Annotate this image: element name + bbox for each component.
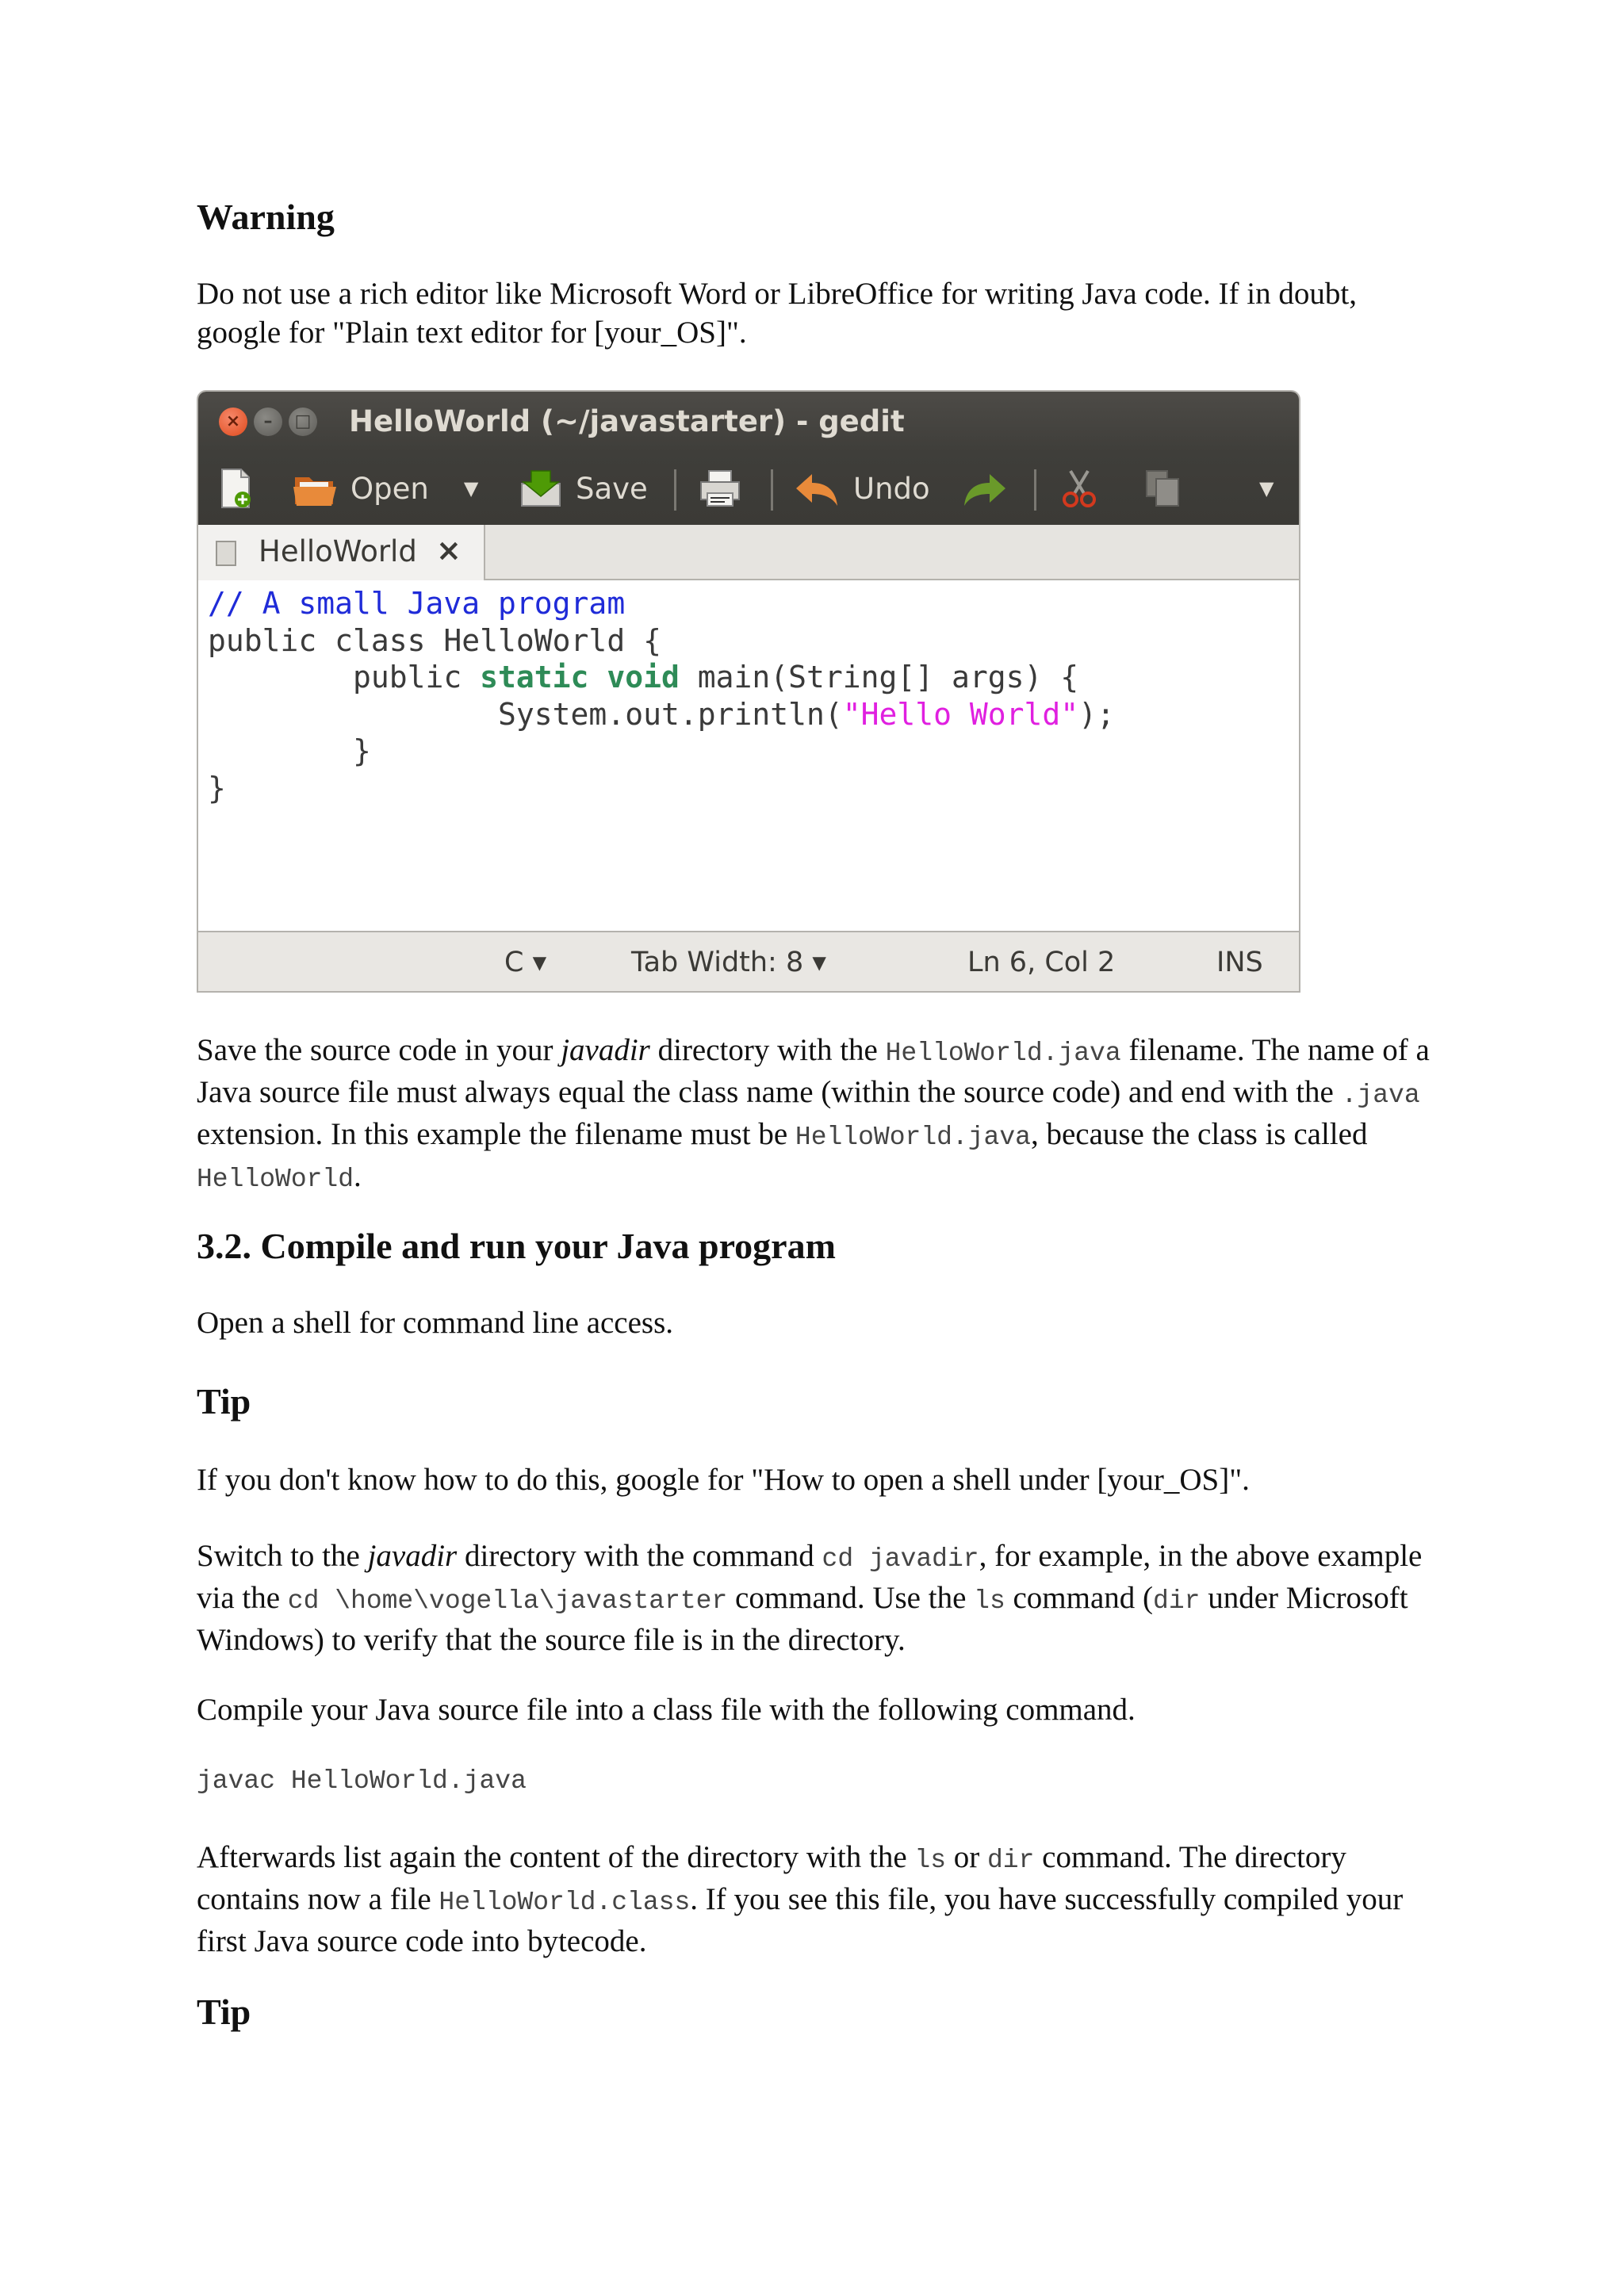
- copy-icon: [1143, 468, 1183, 509]
- text-run: Afterwards list again the content of the directory with the: [197, 1840, 915, 1874]
- code-classname: HelloWorld: [197, 1165, 354, 1194]
- redo-icon: [959, 468, 1009, 509]
- text-run: .: [354, 1159, 362, 1193]
- code-command: ls: [974, 1586, 1005, 1616]
- gedit-screenshot: [197, 390, 1300, 993]
- code-line-2: public class HelloWorld {: [208, 622, 661, 658]
- warning-heading: Warning: [197, 197, 335, 237]
- toolbar-separator: [1034, 469, 1036, 511]
- print-icon: [696, 468, 744, 509]
- warning-text: Do not use a rich editor like Microsoft Word or LibreOffice for writing Java code. If in doubt, google for "Plain text editor for [your_OS]".: [197, 277, 1357, 350]
- redo-button: [959, 466, 1009, 511]
- text-run: or: [946, 1840, 987, 1874]
- tab-helloworld: [198, 525, 485, 580]
- text-run: command. Use the: [727, 1581, 975, 1615]
- new-document-button: [216, 466, 255, 511]
- compile-command: javac HelloWorld.java: [197, 1766, 527, 1796]
- tip-heading: Tip: [197, 1992, 251, 2032]
- copy-button: [1143, 466, 1183, 511]
- cut-button: [1059, 466, 1099, 511]
- code-keyword-static: static: [480, 660, 589, 695]
- save-icon: [517, 468, 565, 509]
- open-dropdown-icon: ▼: [463, 477, 479, 499]
- text-run: filename. The name of a Java source file must always equal the class name (within the source code) and end with the: [197, 1033, 1430, 1109]
- document-icon: [216, 541, 236, 566]
- status-language: C ▾: [504, 947, 547, 978]
- code-filename: HelloWorld.class: [439, 1888, 691, 1917]
- toolbar-overflow-icon: ▼: [1259, 477, 1274, 499]
- gedit-tab-bar: [198, 525, 1299, 580]
- section-heading: 3.2. Compile and run your Java program: [197, 1226, 836, 1266]
- code-line-1: // A small Java program: [208, 586, 626, 621]
- code-filename: HelloWorld.java: [795, 1123, 1031, 1152]
- gedit-titlebar: [198, 392, 1299, 452]
- code-line-4-start: System.out.println(: [208, 696, 843, 732]
- code-command: cd \home\vogella\javastarter: [287, 1586, 728, 1616]
- status-tab-width: Tab Width: 8 ▾: [631, 947, 826, 978]
- maximize-icon: □: [289, 408, 317, 436]
- open-label: Open: [350, 471, 429, 506]
- cut-icon: [1059, 468, 1099, 509]
- text-run: Switch to the: [197, 1539, 368, 1573]
- text-run: , because the class is called: [1030, 1117, 1368, 1151]
- close-icon: ×: [219, 408, 247, 436]
- text-run: . If you see this file, you have successfully compiled your first Java source code into bytecode.: [197, 1882, 1404, 1958]
- tab-close-icon: ×: [436, 533, 462, 568]
- code-keyword-void: void: [607, 660, 680, 695]
- switch-paragraph: [197, 1536, 1434, 1659]
- compile-text: Compile your Java source file into a class file with the following command.: [197, 1693, 1136, 1727]
- text-run: command (: [1005, 1581, 1154, 1615]
- save-paragraph: [197, 1031, 1434, 1199]
- print-button: [696, 466, 744, 511]
- text-run: , for example, in the above example via the: [197, 1539, 1423, 1615]
- minimize-icon: –: [254, 408, 282, 436]
- text-run: command. The directory contains now a file: [197, 1840, 1346, 1916]
- status-insert-mode: INS: [1216, 947, 1263, 978]
- undo-icon: [793, 468, 842, 509]
- toolbar-separator: [674, 469, 676, 511]
- tip-text: If you don't know how to do this, google for "How to open a shell under [your_OS]".: [197, 1463, 1250, 1497]
- afterwards-paragraph: [197, 1838, 1434, 1961]
- gedit-window-title: HelloWorld (~/javastarter) - gedit: [349, 404, 905, 438]
- status-cursor-position: Ln 6, Col 2: [967, 947, 1116, 978]
- text-run: directory with the: [649, 1033, 886, 1067]
- code-command: ls: [914, 1846, 946, 1875]
- new-document-icon: [216, 468, 255, 509]
- emphasis-javadir: javadir: [367, 1539, 458, 1573]
- open-button: [292, 466, 478, 511]
- text-run: under Microsoft Windows) to verify that the source file is in the directory.: [197, 1581, 1408, 1657]
- save-button: [517, 466, 648, 511]
- code-line-6: }: [208, 770, 226, 806]
- toolbar-separator: [771, 469, 773, 511]
- undo-label: Undo: [853, 471, 930, 506]
- code-line-4-end: );: [1078, 696, 1115, 732]
- code-filename: HelloWorld.java: [885, 1039, 1121, 1068]
- code-line-3-indent: public: [208, 660, 481, 695]
- emphasis-javadir: javadir: [561, 1033, 650, 1067]
- save-label: Save: [576, 471, 648, 506]
- code-command: dir: [987, 1846, 1035, 1875]
- code-string-literal: "Hello World": [842, 696, 1079, 732]
- text-run: directory with the command: [457, 1539, 822, 1573]
- code-command: cd javadir: [822, 1544, 979, 1574]
- text-run: Save the source code in your: [197, 1033, 561, 1067]
- tip-heading: Tip: [197, 1381, 251, 1422]
- code-extension: .java: [1341, 1081, 1420, 1110]
- code-line-3-rest: main(String[] args) {: [679, 660, 1079, 695]
- code-space: [588, 660, 607, 695]
- open-shell-text: Open a shell for command line access.: [197, 1306, 674, 1340]
- folder-icon: [292, 468, 339, 509]
- code-command: dir: [1153, 1586, 1201, 1616]
- text-run: extension. In this example the filename must be: [197, 1117, 795, 1151]
- code-block: [208, 585, 1115, 806]
- code-line-5: }: [208, 733, 371, 768]
- gedit-toolbar: [198, 452, 1299, 525]
- gedit-editor: [198, 580, 1299, 932]
- tab-label: HelloWorld: [259, 534, 417, 568]
- undo-button: [793, 466, 930, 511]
- gedit-statusbar: [198, 932, 1299, 991]
